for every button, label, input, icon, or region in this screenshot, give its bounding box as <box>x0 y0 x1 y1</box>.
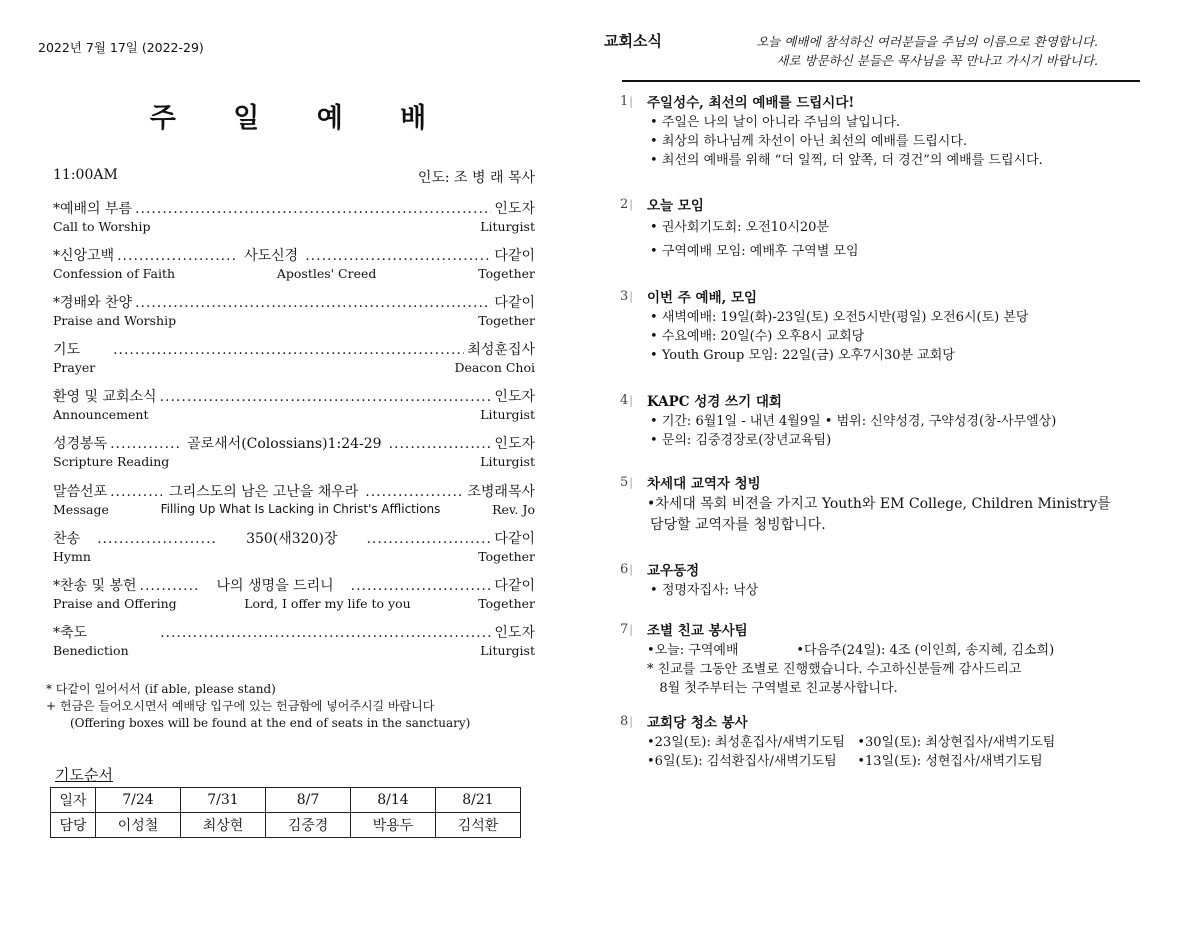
order-item <box>53 622 535 669</box>
news-line: 담당할 교역자를 청빙합니다. <box>650 517 826 533</box>
order-item-person: 인도자 <box>494 624 535 641</box>
news-line: • 문의: 김중경장로(장년교육팀) <box>647 431 1160 450</box>
order-item-ko: 찬송 <box>53 530 81 547</box>
table-cell: 8/14 <box>351 788 436 813</box>
order-item <box>53 245 535 292</box>
order-item <box>53 575 535 622</box>
order-item-person: 인도자 <box>494 436 535 453</box>
order-item-mid: 나의 생명을 드리니 <box>216 577 334 594</box>
news-section-number: 6 | <box>620 562 633 577</box>
worship-order-panel <box>0 0 590 929</box>
order-item <box>53 198 535 245</box>
order-item <box>53 386 535 433</box>
order-item-en-person: Liturgist <box>480 642 535 658</box>
order-item <box>53 339 535 386</box>
order-item-en-person: Together <box>478 595 535 611</box>
table-cell: 이성철 <box>96 813 181 838</box>
news-section-heading: 차세대 교역자 청빙 <box>647 476 761 492</box>
order-item-ko: 환영 및 교회소식 <box>53 389 157 406</box>
news-section <box>620 714 1160 784</box>
news-section-heading: 이번 주 예배, 모임 <box>647 290 758 306</box>
note-offering-en: (Offering boxes will be found at the end of seats in the sanctuary) <box>70 716 471 730</box>
order-item-en-mid: Apostles' Creed <box>276 266 377 282</box>
news-section-number: 7 | <box>620 622 633 637</box>
news-line: • 새벽예배: 19일(화)-23일(토) 오전5시반(평일) 오전6시(토) 본당 <box>647 308 1160 327</box>
news-line: • 구역예배 모임: 예배후 구역별 모임 <box>647 240 1160 264</box>
order-item <box>53 528 535 575</box>
order-item-ko: *신앙고백 <box>53 248 115 265</box>
news-section <box>620 393 1160 475</box>
news-section <box>620 289 1160 393</box>
news-section-number: 1 | <box>620 94 633 109</box>
order-item-en-person: Liturgist <box>480 219 535 234</box>
news-line: * 친교를 그동안 조별로 진행했습니다. 수고하신분들께 감사드리고 <box>647 662 1022 677</box>
order-item-en: Praise and Offering <box>53 595 177 611</box>
news-line: •23일(토): 최성훈집사/새벽기도팀 •30일(토): 최상현집사/새벽기도팀 <box>647 735 1056 750</box>
news-line: •6일(토): 김석환집사/새벽기도팀 •13일(토): 성현집사/새벽기도팀 <box>647 754 1043 769</box>
news-line: •오늘: 구역예배 •다음주(24일): 4조 (이인희, 송지혜, 김소희) <box>647 643 1055 658</box>
order-item-en-person: Rev. Jo <box>492 501 535 517</box>
order-item-mid: 350(새320)장 <box>246 530 338 547</box>
news-section-heading: 조별 친교 봉사팀 <box>647 623 748 639</box>
news-section-number: 5 | <box>620 475 633 490</box>
welcome-message <box>690 32 1098 70</box>
table-cell: 박용두 <box>351 813 436 838</box>
news-section-number: 2 | <box>620 197 633 212</box>
order-item-person: 인도자 <box>494 389 535 406</box>
news-line: • Youth Group 모임: 22일(금) 오후7시30분 교회당 <box>647 346 1160 365</box>
order-item-mid: 사도신경 <box>244 248 299 265</box>
welcome-line: 새로 방문하신 분들은 목사님을 꼭 만나고 가시기 바랍니다. <box>776 53 1098 68</box>
table-cell: 8/21 <box>436 788 521 813</box>
news-section <box>620 562 1160 622</box>
order-item-ko: 기도 <box>53 342 81 359</box>
service-time: 11:00AM <box>53 167 118 183</box>
order-item <box>53 481 535 528</box>
news-section-heading: KAPC 성경 쓰기 대회 <box>647 394 782 410</box>
order-item-ko: *예배의 부름 <box>53 201 133 217</box>
table-cell: 7/24 <box>96 788 181 813</box>
order-item-person: 다같이 <box>494 295 535 312</box>
order-item-en: Call to Worship <box>53 219 151 234</box>
order-item-en-mid: Lord, I offer my life to you <box>244 595 411 611</box>
order-item-person: 다같이 <box>494 530 535 547</box>
order-item-en: Prayer <box>53 360 96 376</box>
order-item-en: Message <box>53 501 109 517</box>
news-section-heading: 교우동정 <box>647 563 700 579</box>
order-item-en: Scripture Reading <box>53 454 170 470</box>
table-row <box>51 788 521 813</box>
order-item-ko: 성경봉독 <box>53 436 108 453</box>
news-line: • 최선의 예배를 위해 “더 일찍, 더 앞쪽, 더 경건”의 예배를 드립시다. <box>647 151 1160 170</box>
order-item-person: 다같이 <box>494 248 535 265</box>
news-section-heading: 주일성수, 최선의 예배를 드립시다! <box>647 95 855 111</box>
order-item-en-person: Together <box>478 266 535 282</box>
table-cell: 최상현 <box>181 813 266 838</box>
order-item-person: 인도자 <box>494 201 535 217</box>
order-item-en-mid: Filling Up What Is Lacking in Christ's Afflictions <box>160 501 441 516</box>
table-cell: 일자 <box>51 788 96 813</box>
news-line: •차세대 목회 비젼을 가지고 Youth와 EM College, Children Ministry를 <box>647 496 1111 512</box>
worship-notes <box>46 681 470 732</box>
service-time-row <box>53 167 535 187</box>
order-item-en: Praise and Worship <box>53 313 177 329</box>
news-line: • 기간: 6월1일 - 내년 4월9일 • 범위: 신약성경, 구약성경(창-사무엘상) <box>647 412 1160 431</box>
order-item-en: Confession of Faith <box>53 266 176 282</box>
order-item-en-person: Liturgist <box>480 454 535 470</box>
order-item-en-person: Together <box>478 548 535 564</box>
table-cell: 8/7 <box>266 788 351 813</box>
news-line: • 주일은 나의 날이 아니라 주님의 날입니다. <box>647 113 1160 132</box>
news-section <box>620 197 1160 289</box>
order-item-en-person: Together <box>478 313 535 329</box>
table-cell: 김석환 <box>436 813 521 838</box>
news-section <box>620 622 1160 714</box>
order-item <box>53 292 535 339</box>
order-item-ko: *찬송 및 봉헌 <box>53 577 137 594</box>
table-cell: 7/31 <box>181 788 266 813</box>
order-item-ko: *축도 <box>53 624 88 641</box>
news-line: • 최상의 하나님께 차선이 아닌 최선의 예배를 드립시다. <box>647 132 1160 151</box>
order-item-ko: 말씀선포 <box>53 483 108 500</box>
order-item-person: 조병래목사 <box>467 483 535 500</box>
table-row <box>51 813 521 838</box>
news-list <box>620 94 1160 784</box>
order-item-en-person: Deacon Choi <box>454 360 535 376</box>
news-section <box>620 475 1160 562</box>
news-line: 8월 첫주부터는 구역별로 친교봉사합니다. <box>647 681 898 696</box>
table-cell: 담당 <box>51 813 96 838</box>
news-title: 교회소식 <box>604 32 662 50</box>
order-item-en-person: Liturgist <box>480 407 535 423</box>
order-item-en: Announcement <box>53 407 149 423</box>
prayer-schedule-heading: 기도순서 <box>55 766 113 784</box>
order-item-person: 최성훈집사 <box>467 342 535 359</box>
news-section-heading: 교회당 청소 봉사 <box>647 715 748 731</box>
header-divider <box>622 80 1140 82</box>
order-item-person: 다같이 <box>494 577 535 594</box>
service-leader: 인도: 조 병 래 목사 <box>417 170 535 186</box>
order-item-mid: 그리스도의 남은 고난을 채우라 <box>169 483 359 500</box>
prayer-schedule-table <box>50 787 521 838</box>
note-stand: * 다같이 일어서서 (if able, please stand) <box>46 682 276 696</box>
bulletin-date: 2022년 7월 17일 (2022-29) <box>38 40 204 55</box>
note-offering: + 헌금은 들어오시면서 예배당 입구에 있는 헌금함에 넣어주시길 바랍니다 <box>46 699 435 713</box>
news-section-number: 8 | <box>620 714 633 729</box>
worship-title: 주 일 예 배 <box>149 103 451 134</box>
order-item-mid: 골로새서(Colossians)1:24-29 <box>187 436 382 453</box>
news-line: • 권사회기도회: 오전10시20분 <box>647 216 1160 240</box>
order-item-en: Hymn <box>53 548 91 564</box>
order-of-worship <box>53 198 535 669</box>
news-section-heading: 오늘 모임 <box>647 198 704 214</box>
news-section-number: 4 | <box>620 393 633 408</box>
order-item-ko: *경배와 찬양 <box>53 295 133 312</box>
welcome-line: 오늘 예배에 참석하신 여러분들을 주님의 이름으로 환영합니다. <box>756 34 1098 49</box>
news-line: • 수요예배: 20일(수) 오후8시 교회당 <box>647 327 1160 346</box>
news-section-number: 3 | <box>620 289 633 304</box>
news-section <box>620 94 1160 197</box>
news-line: • 정명자집사: 낙상 <box>647 581 1160 600</box>
order-item <box>53 433 535 480</box>
order-item-en: Benediction <box>53 642 129 658</box>
table-cell: 김중경 <box>266 813 351 838</box>
